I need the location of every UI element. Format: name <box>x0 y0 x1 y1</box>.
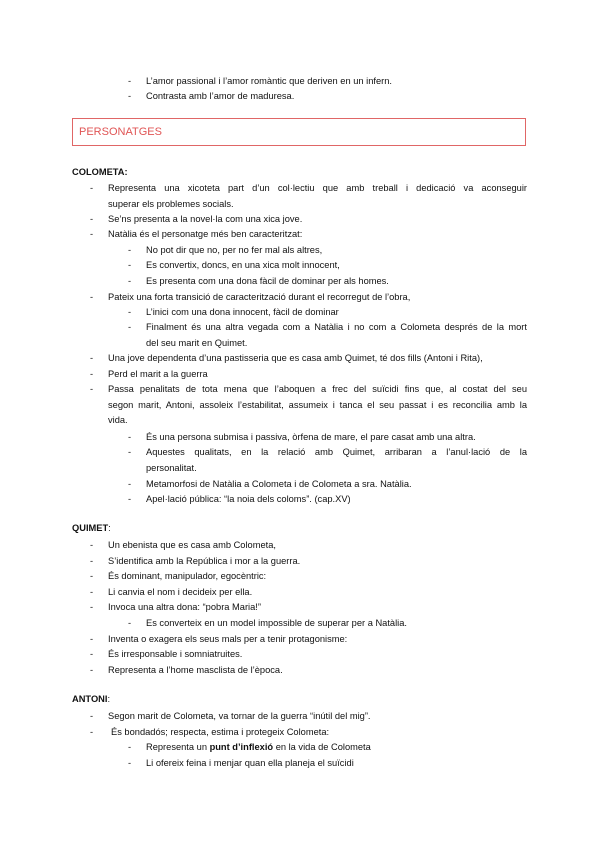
bullet-dash: - <box>128 307 132 317</box>
list-item-text <box>146 445 527 476</box>
text-segment: en la vida de Colometa <box>273 742 371 752</box>
bullet-dash: - <box>90 602 94 612</box>
text-line: superar els problemes socials. <box>108 198 234 209</box>
text-segment: Representa un <box>146 742 210 752</box>
bullet-dash: - <box>128 322 132 332</box>
list-item-text: Representa a l’home masclista de l’època. <box>108 665 283 675</box>
bullet-dash: - <box>90 369 94 379</box>
character-heading-quimet <box>72 523 111 533</box>
list-item-text <box>146 320 527 351</box>
text-line: Aquestes qualitats, en la relació amb Quimet, arribaran a l’anul·lació de la <box>146 447 527 457</box>
list-item-text: Li canvia el nom i decideix per ella. <box>108 587 253 597</box>
emphasis-text: punt d’inflexió <box>209 742 274 752</box>
character-name: ANTONI <box>72 694 108 704</box>
list-item-text: Li ofereix feina i menjar quan ella planeja el suïcidi <box>146 758 354 768</box>
list-item-text <box>108 181 527 212</box>
bullet-dash: - <box>128 479 132 489</box>
bullet-dash: - <box>90 353 94 363</box>
bullet-dash: - <box>128 276 132 286</box>
bullet-dash: - <box>90 571 94 581</box>
list-item-text: S’identifica amb la República i mor a la guerra. <box>108 556 301 566</box>
bullet-dash: - <box>90 587 94 597</box>
bullet-dash: - <box>128 260 132 270</box>
list-item-text: Contrasta amb l’amor de maduresa. <box>146 91 295 101</box>
bullet-dash: - <box>90 229 94 239</box>
bullet-dash: - <box>128 447 132 457</box>
bullet-dash: - <box>90 634 94 644</box>
text-line: segon marit, Antoni, assoleix l’estabilitat, assumeix i tanca el seu passat i es reconcilia amb la <box>108 399 527 410</box>
bullet-dash: - <box>90 556 94 566</box>
character-heading-colometa <box>72 167 128 177</box>
bullet-dash: - <box>90 665 94 675</box>
bullet-dash: - <box>128 618 132 628</box>
heading-colon: : <box>107 694 111 704</box>
bullet-dash: - <box>90 727 94 737</box>
list-item-text: Apel·lació pública: “la noia dels coloms”. (cap.XV) <box>146 494 351 504</box>
list-item-text <box>146 740 371 756</box>
character-name: COLOMETA <box>72 167 125 177</box>
bullet-dash: - <box>90 384 94 394</box>
bullet-dash: - <box>90 540 94 550</box>
list-item-text: Es converteix en un model impossible de superar per a Natàlia. <box>146 618 407 628</box>
list-item-text: És una persona submisa i passiva, òrfena de mare, el pare casat amb una altra. <box>146 432 476 442</box>
list-item-text: L’inici com una dona innocent, fàcil de dominar <box>146 307 339 317</box>
section-heading-box <box>72 118 526 146</box>
list-item-text: Invoca una altra dona: “pobra Maria!” <box>108 602 261 612</box>
bullet-dash: - <box>128 245 132 255</box>
text-line: personalitat. <box>146 462 197 473</box>
heading-colon: : <box>108 523 111 533</box>
bullet-dash: - <box>90 183 94 193</box>
text-line: Passa penalitats de tota mena que l’aboquen a frec del suïcidi fins que, al costat del seu <box>108 384 527 394</box>
list-item-text <box>108 382 527 429</box>
list-item-text: És irresponsable i somniatruites. <box>108 649 243 659</box>
list-item-text: Una jove dependenta d’una pastisseria que es casa amb Quimet, té dos fills (Antoni i Rita), <box>108 353 483 363</box>
list-item-text: Segon marit de Colometa, va tornar de la guerra “inútil del mig”. <box>108 711 371 721</box>
bullet-dash: - <box>128 91 132 101</box>
heading-colon: : <box>124 167 128 177</box>
text-line: del seu marit en Quimet. <box>146 337 248 348</box>
bullet-dash: - <box>128 432 132 442</box>
character-heading-antoni <box>72 694 110 704</box>
list-item-text: Natàlia és el personatge més ben caracteritzat: <box>108 229 303 239</box>
list-item-text: Inventa o exagera els seus mals per a tenir protagonisme: <box>108 634 348 644</box>
bullet-dash: - <box>90 711 94 721</box>
list-item-text: És bondadós; respecta, estima i protegeix Colometa: <box>111 727 330 737</box>
list-item-text: Se’ns presenta a la novel·la com una xica jove. <box>108 214 303 224</box>
list-item-text: Es presenta com una dona fàcil de dominar per als homes. <box>146 276 389 286</box>
section-heading: PERSONATGES <box>79 126 162 138</box>
list-item-text: És dominant, manipulador, egocèntric: <box>108 571 267 581</box>
bullet-dash: - <box>128 742 132 752</box>
list-item-text: Metamorfosi de Natàlia a Colometa i de Colometa a sra. Natàlia. <box>146 479 412 489</box>
text-line: Finalment és una altra vegada com a Natàlia i no com a Colometa després de la mort <box>146 322 527 332</box>
bullet-dash: - <box>128 494 132 504</box>
bullet-dash: - <box>128 758 132 768</box>
list-item-text: Perd el marit a la guerra <box>108 369 208 379</box>
bullet-dash: - <box>90 292 94 302</box>
bullet-dash: - <box>128 76 132 86</box>
list-item-text: L’amor passional i l’amor romàntic que deriven en un infern. <box>146 76 392 86</box>
text-line: Representa una xicoteta part d’un col·lectiu que amb treball i dedicació va aconseguir <box>108 183 527 193</box>
character-name: QUIMET <box>72 523 109 533</box>
bullet-dash: - <box>90 214 94 224</box>
list-item-text: Es convertix, doncs, en una xica molt innocent, <box>146 260 340 270</box>
list-item-text: Pateix una forta transició de caracterització durant el recorregut de l’obra, <box>108 292 411 302</box>
bullet-dash: - <box>90 649 94 659</box>
list-item-text: Un ebenista que es casa amb Colometa, <box>108 540 276 550</box>
list-item-text: No pot dir que no, per no fer mal als altres, <box>146 245 323 255</box>
text-line: vida. <box>108 415 128 426</box>
